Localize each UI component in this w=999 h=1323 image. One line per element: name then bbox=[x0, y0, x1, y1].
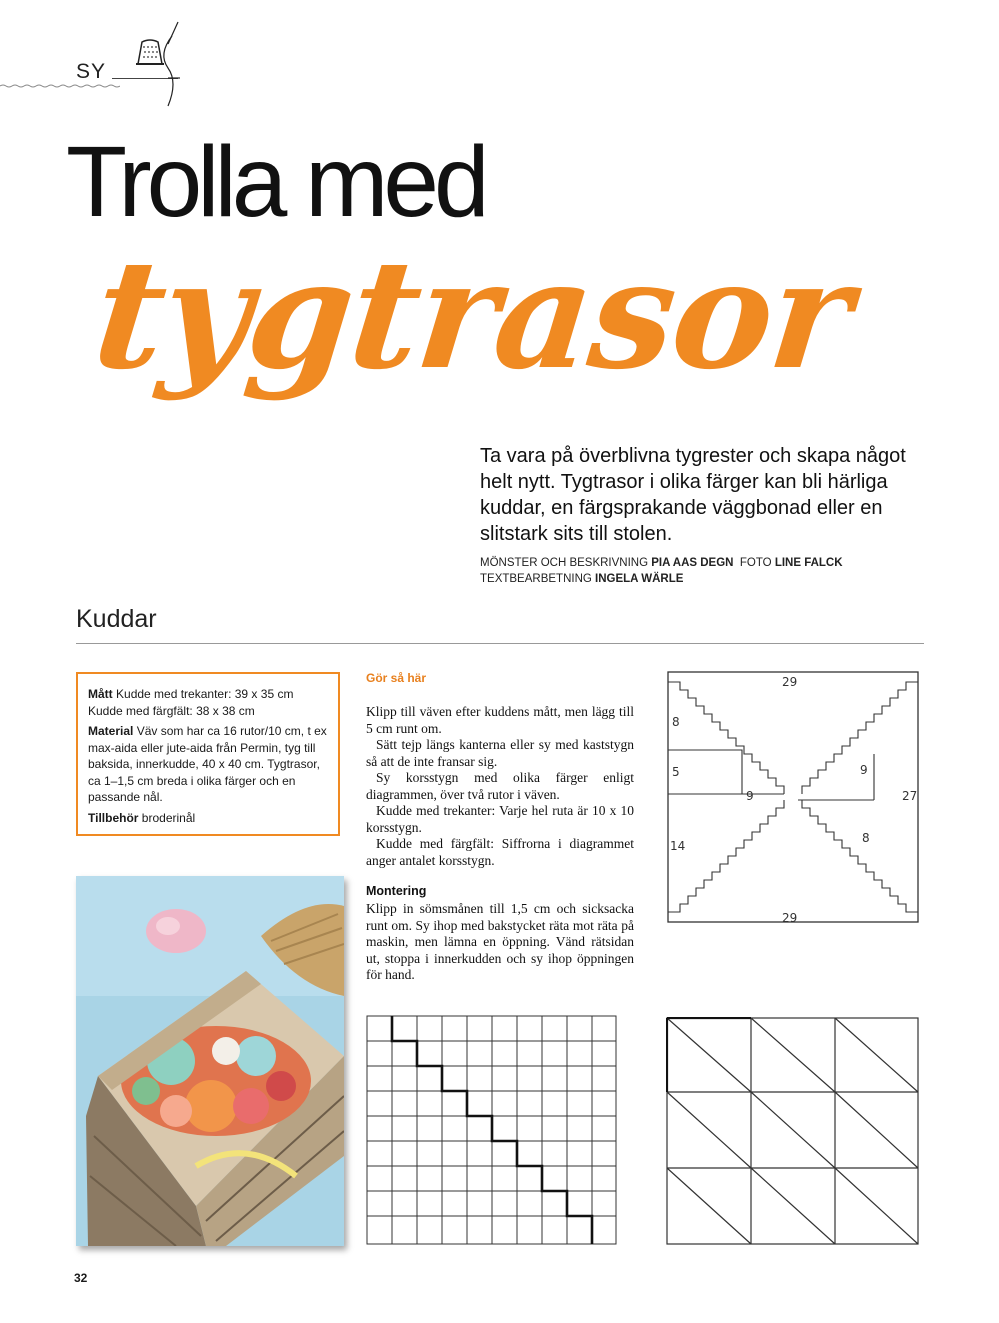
page-title: Trolla med bbox=[66, 126, 485, 238]
matt-label: Mått bbox=[88, 687, 113, 701]
material-label: Material bbox=[88, 724, 134, 738]
lead-text: Ta vara på överblivna tygrester och skapa något helt nytt. Tygtrasor i olika färger kan bli härliga kuddar, en färgsprakande väggbonad eller en slitstark sits till stolen. bbox=[480, 445, 906, 545]
page-title-script: tygtrasor bbox=[86, 227, 858, 403]
diagram-label: 14 bbox=[670, 839, 686, 853]
thimble-needle-icon bbox=[128, 20, 188, 110]
section-rule bbox=[76, 643, 924, 644]
material-text: Väv som har ca 16 rutor/10 cm, t ex max-aida eller jute-aida från Permin, tyg till baksida, innerkudde, 40 x 40 cm. Tygtrasor, ca 1–1,5 cm breda i olika färger och en passande nål. bbox=[88, 724, 327, 804]
diagram-triangles bbox=[666, 1017, 920, 1247]
credit-name: LINE FALCK bbox=[774, 557, 843, 569]
credit-label: TEXTBEARBETNING bbox=[480, 573, 592, 585]
credit-name: PIA AAS DEGN bbox=[651, 557, 734, 569]
credits bbox=[480, 555, 843, 587]
credit-name: INGELA WÄRLE bbox=[595, 573, 684, 585]
page-number: 32 bbox=[74, 1271, 88, 1285]
montering-heading: Montering bbox=[366, 884, 427, 898]
diagram-label: 29 bbox=[782, 675, 798, 689]
tillbehor-text: broderinål bbox=[141, 810, 196, 825]
diagram-border bbox=[668, 672, 918, 922]
instructions-heading: Gör så här bbox=[366, 671, 427, 685]
instruction-paragraph: Kudde med färgfält: Siffrorna i diagrammet anger antalet korsstygn. bbox=[366, 836, 634, 868]
photo-wooden-crate bbox=[76, 876, 344, 1246]
diagram-label: 5 bbox=[672, 765, 680, 779]
instruction-paragraph: Klipp till väven efter kuddens mått, men lägg till 5 cm runt om. bbox=[366, 704, 634, 736]
credit-label: FOTO bbox=[739, 557, 772, 569]
instruction-paragraph: Sätt tejp längs kanterna eller sy med kaststygn så att de inte fransar sig. bbox=[366, 737, 634, 769]
matt-line: Kudde med färgfält: 38 x 38 cm bbox=[88, 703, 255, 718]
tillbehor-label: Tillbehör bbox=[88, 810, 139, 825]
instructions-body bbox=[366, 704, 634, 869]
montering-paragraph: Klipp in sömsmånen till 1,5 cm och sicksacka runt om. Sy ihop med bakstycket räta mot räta på maskin, men lämna en öppning. Vänd rätsidan ut, stoppa i innerkudden och sy ihop öppningen för hand. bbox=[366, 901, 634, 982]
diagram-label: 9 bbox=[860, 763, 868, 777]
diagram-label: 27 bbox=[902, 789, 918, 803]
diagram-label: 8 bbox=[862, 831, 870, 845]
instruction-paragraph: Kudde med trekanter: Varje hel ruta är 10 x 10 korsstygn. bbox=[366, 803, 634, 835]
credit-label: MÖNSTER OCH BESKRIVNING bbox=[480, 557, 649, 569]
materials-box bbox=[76, 672, 340, 836]
crate-illustration bbox=[76, 876, 344, 1246]
matt-line: Kudde med trekanter: 39 x 35 cm bbox=[116, 687, 294, 701]
diagram-color-fields bbox=[666, 670, 922, 926]
diagram-stair-grid bbox=[366, 1015, 618, 1247]
stitched-rule bbox=[0, 84, 120, 88]
section-tag: SY bbox=[76, 60, 107, 83]
montering-body bbox=[366, 901, 634, 984]
diagram-label: 29 bbox=[782, 911, 798, 925]
diagram-label: 8 bbox=[672, 715, 680, 729]
diagram-label: 9 bbox=[746, 789, 754, 803]
section-heading: Kuddar bbox=[76, 605, 157, 633]
instruction-paragraph: Sy korsstygn med olika färger enligt diagrammen, över två rutor i väven. bbox=[366, 770, 634, 802]
